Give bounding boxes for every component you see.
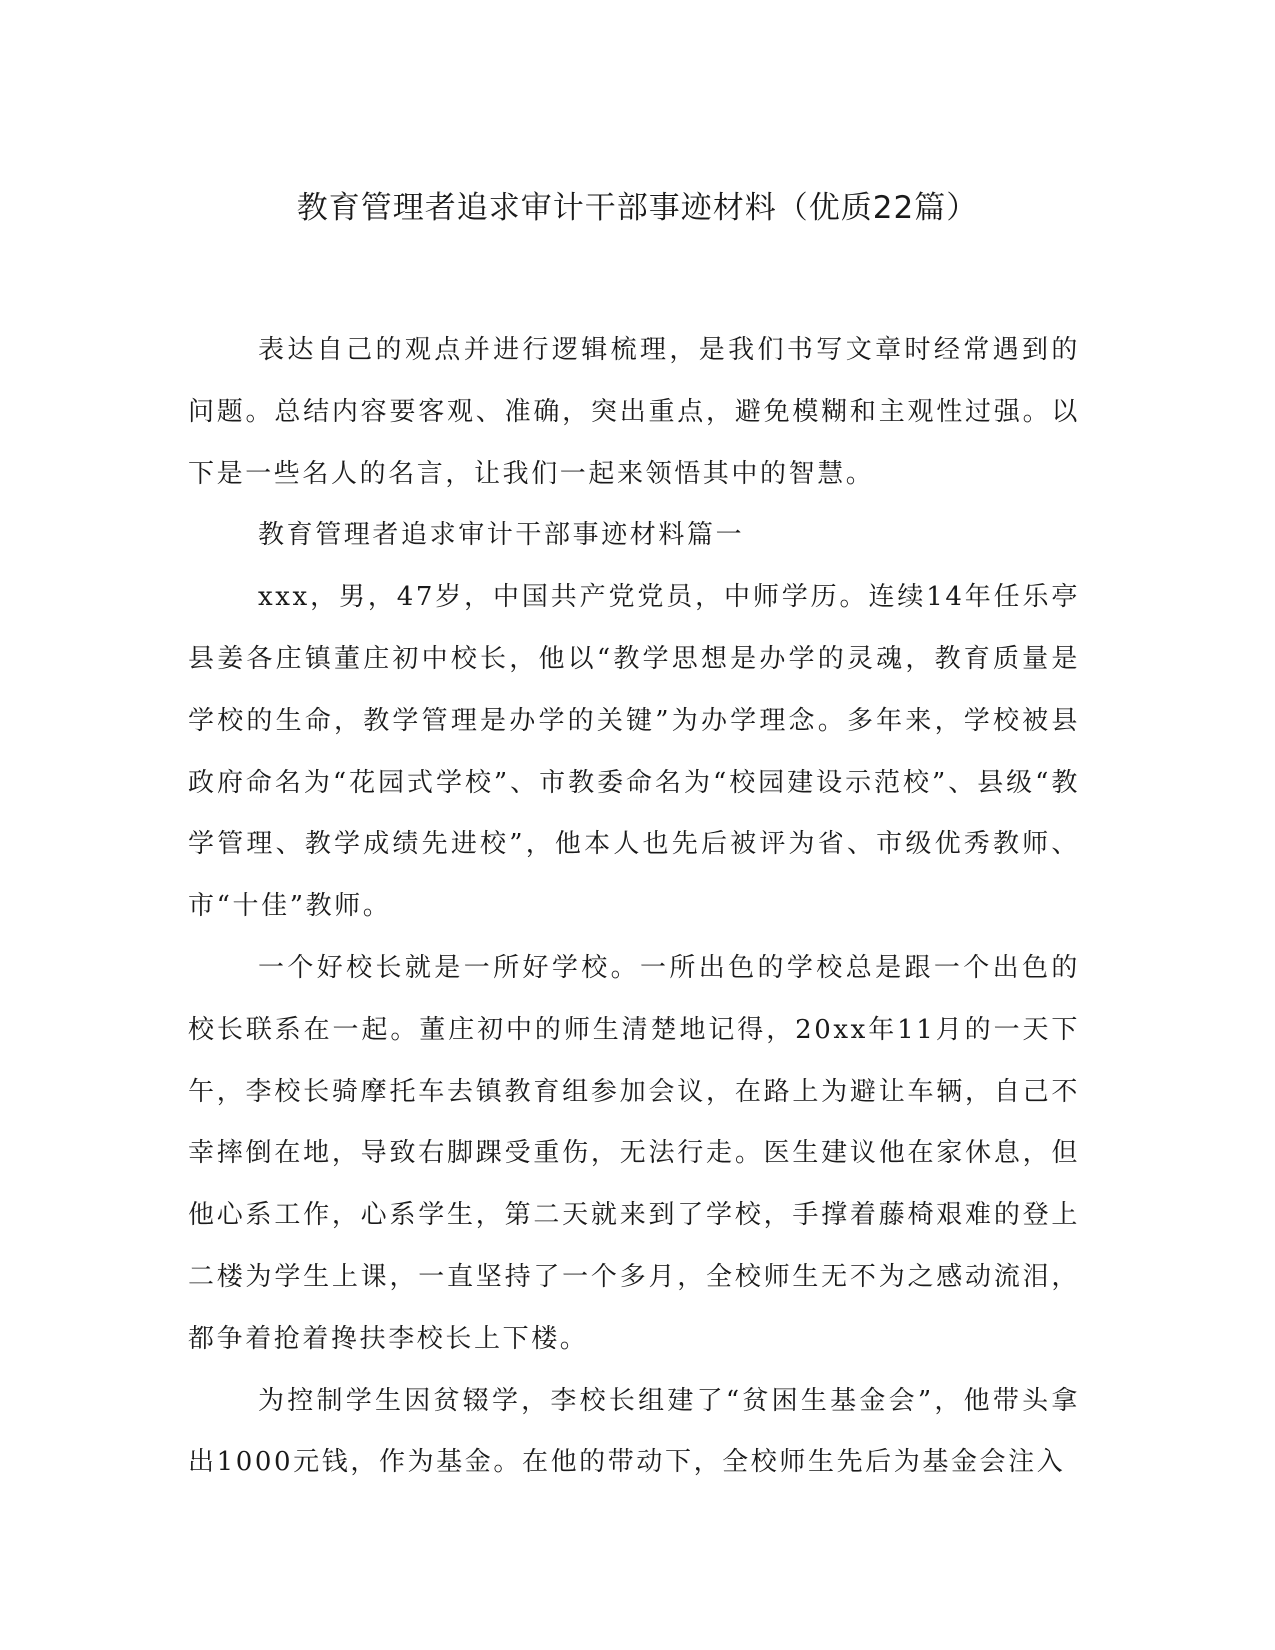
document-body [188, 320, 1080, 1494]
paragraph-profile: xxx，男，47岁，中国共产党党员，中师学历。连续14年任乐亭县姜各庄镇董庄初中校长，他以“教学思想是办学的灵魂，教育质量是学校的生命，教学管理是办学的关键”为办学理念。多年来，学校被县政府命名为“花园式学校”、市教委命名为“校园建设示范校”、县级“教学管理、教学成绩先进校”，他本人也先后被评为省、市级优秀教师、市“十佳”教师。 [188, 582, 1080, 922]
paragraph-fund: 为控制学生因贫辍学，李校长组建了“贫困生基金会”，他带头拿出1000元钱，作为基金。在他的带动下，全校师生先后为基金会注入 [188, 1385, 1080, 1478]
document-title: 教育管理者追求审计干部事迹材料（优质22篇） [296, 190, 979, 226]
section-heading: 教育管理者追求审计干部事迹材料篇一 [258, 520, 745, 551]
paragraph-story: 一个好校长就是一所好学校。一所出色的学校总是跟一个出色的校长联系在一起。董庄初中的师生清楚地记得，20xx年11月的一天下午，李校长骑摩托车去镇教育组参加会议，在路上为避让车辆，自己不幸摔倒在地，导致右脚踝受重伤，无法行走。医生建议他在家休息，但他心系工作，心系学生，第二天就来到了学校，手撑着藤椅艰难的登上二楼为学生上课，一直坚持了一个多月，全校师生无不为之感动流泪，都争着抢着搀扶李校长上下楼。 [188, 952, 1080, 1354]
paragraph-intro: 表达自己的观点并进行逻辑梳理，是我们书写文章时经常遇到的问题。总结内容要客观、准确，突出重点，避免模糊和主观性过强。以下是一些名人的名言，让我们一起来领悟其中的智慧。 [188, 335, 1080, 489]
